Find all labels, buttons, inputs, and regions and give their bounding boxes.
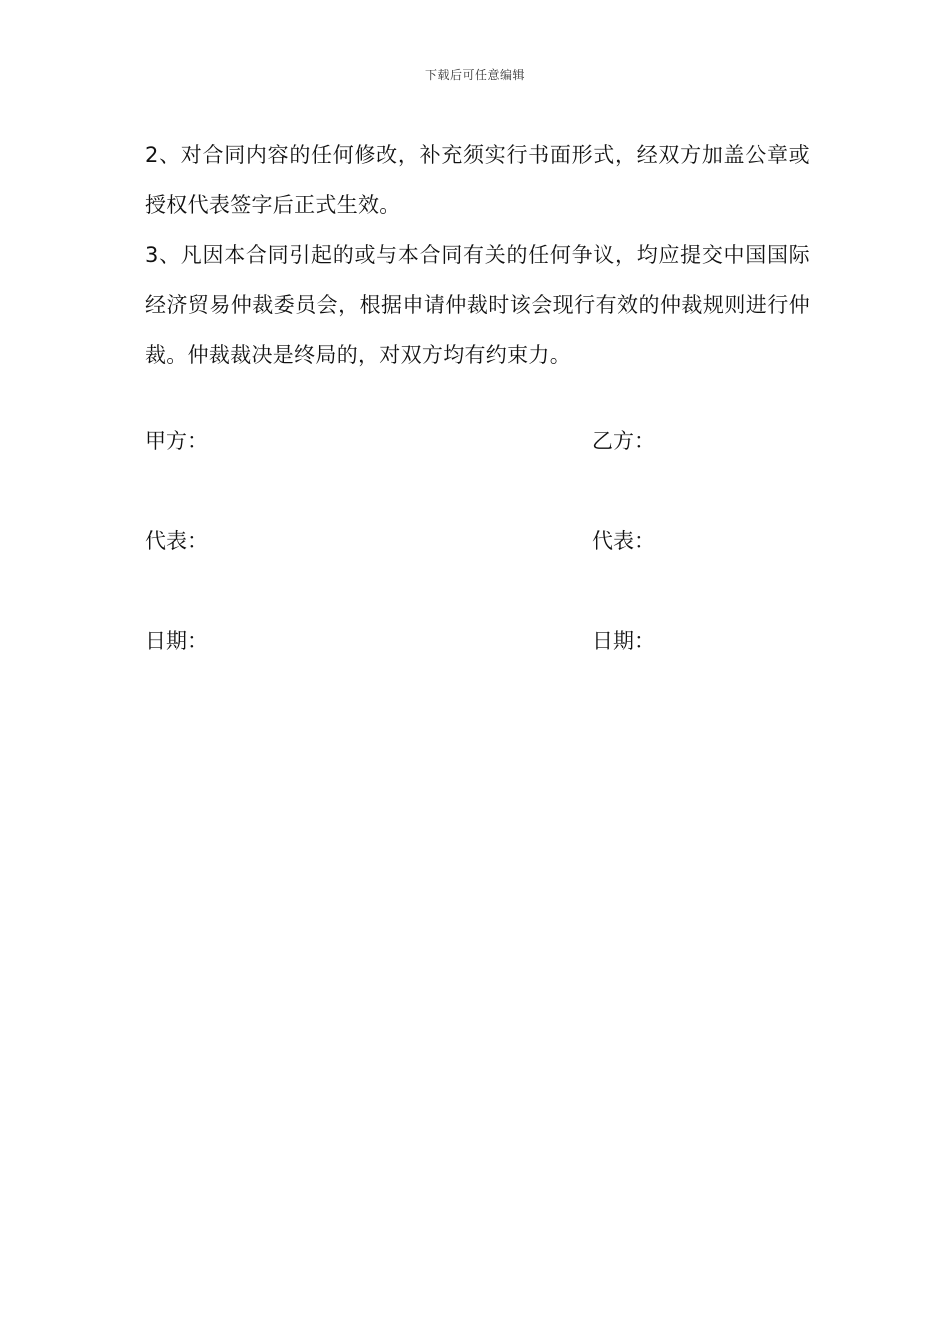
party-a-date-label: 日期： [145,629,208,653]
clause-2: 2、对合同内容的任何修改，补充须实行书面形式，经双方加盖公章或授权代表签字后正式生效。 [145,143,810,217]
date-row [145,625,810,725]
page-header: 下载后可任意编辑 [424,68,525,82]
party-b-date-label: 日期： [592,629,655,653]
clause-3: 3、凡因本合同引起的或与本合同有关的任何争议，均应提交中国国际经济贸易仲裁委员会，根据申请仲裁时该会现行有效的仲裁规则进行仲裁。仲裁裁决是终局的，对双方均有约束力。 [145,243,810,367]
signature-block [145,425,810,725]
contract-clauses [145,130,810,380]
party-a-representative-label: 代表： [145,529,208,553]
party-row [145,425,810,525]
representative-row [145,525,810,625]
party-b-label: 乙方： [592,429,655,453]
party-b-representative-label: 代表： [592,529,655,553]
party-a-label: 甲方： [145,429,208,453]
